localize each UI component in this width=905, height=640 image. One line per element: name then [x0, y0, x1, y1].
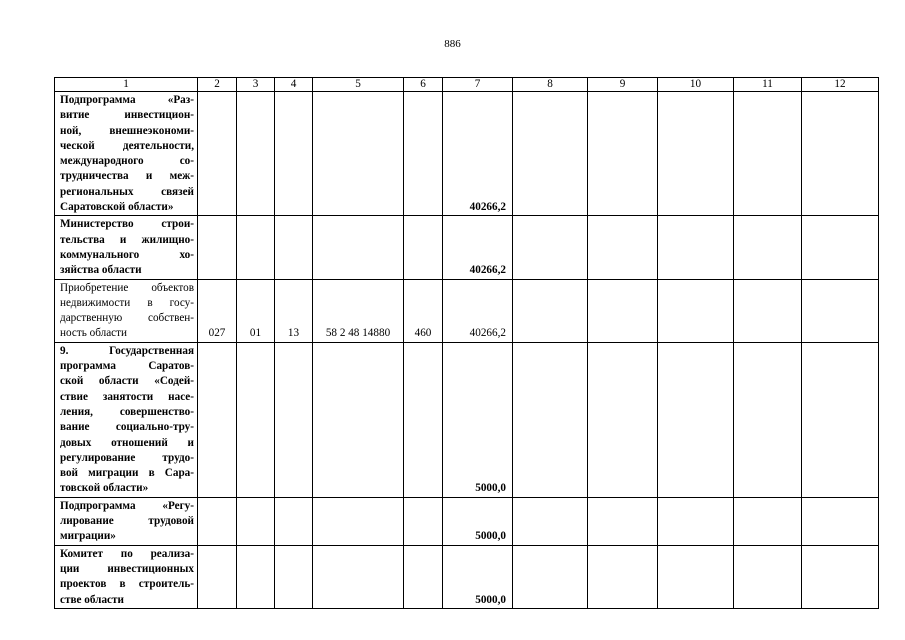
column-header: 4	[275, 78, 313, 92]
cell-col-3	[237, 497, 275, 545]
table-row	[55, 216, 879, 279]
description-line: регулирование трудо-	[60, 451, 194, 464]
row-description	[55, 216, 198, 279]
row-description	[55, 497, 198, 545]
cell-col-6	[404, 497, 443, 545]
cell-col-9	[588, 279, 658, 342]
cell-col-10	[658, 216, 734, 279]
cell-col-9	[588, 342, 658, 497]
cell-col-11	[734, 279, 802, 342]
cell-col-5	[313, 92, 404, 216]
column-header: 7	[443, 78, 513, 92]
table-row	[55, 545, 879, 608]
cell-col-3	[237, 92, 275, 216]
description-line: Комитет по реализа-	[60, 547, 194, 560]
cell-col-4	[275, 92, 313, 216]
description-line: Приобретение объектов	[60, 281, 194, 294]
row-description	[55, 342, 198, 497]
cell-col-3: 01	[237, 279, 275, 342]
cell-col-9	[588, 497, 658, 545]
cell-col-7: 5000,0	[443, 545, 513, 608]
cell-col-12	[802, 497, 879, 545]
table-row	[55, 342, 879, 497]
description-line: вание социально-тру-	[60, 421, 194, 434]
cell-col-12	[802, 279, 879, 342]
cell-col-11	[734, 342, 802, 497]
description-line: трудничества и меж-	[60, 170, 194, 183]
description-line: Саратовской области»	[60, 201, 174, 214]
cell-col-3	[237, 216, 275, 279]
description-line: дарственную собствен-	[60, 312, 194, 325]
cell-col-10	[658, 497, 734, 545]
cell-col-2	[198, 92, 237, 216]
cell-col-8	[513, 216, 588, 279]
description-line: зяйства области	[60, 264, 142, 277]
cell-col-2	[198, 497, 237, 545]
table-body	[55, 92, 879, 609]
description-line: довых отношений и	[60, 436, 194, 449]
description-line: ствие занятости насе-	[60, 390, 194, 403]
column-header: 8	[513, 78, 588, 92]
cell-col-4	[275, 216, 313, 279]
description-line: тельства и жилищно-	[60, 233, 194, 246]
cell-col-4	[275, 497, 313, 545]
table-row	[55, 92, 879, 216]
cell-col-9	[588, 545, 658, 608]
cell-col-11	[734, 545, 802, 608]
row-description	[55, 92, 198, 216]
cell-col-11	[734, 216, 802, 279]
description-line: международного со-	[60, 155, 194, 168]
description-line: вой миграции в Сара-	[60, 467, 194, 480]
cell-col-10	[658, 279, 734, 342]
description-line: витие инвестицион-	[60, 109, 194, 122]
cell-col-6	[404, 92, 443, 216]
cell-col-12	[802, 545, 879, 608]
column-header: 10	[658, 78, 734, 92]
description-line: Подпрограмма «Регу-	[60, 499, 194, 512]
cell-col-5: 58 2 48 14880	[313, 279, 404, 342]
description-line: ской области «Содей-	[60, 375, 194, 388]
cell-col-4	[275, 342, 313, 497]
cell-col-12	[802, 342, 879, 497]
cell-col-10	[658, 342, 734, 497]
cell-col-8	[513, 342, 588, 497]
cell-col-7: 5000,0	[443, 497, 513, 545]
cell-col-4	[275, 545, 313, 608]
cell-col-7: 40266,2	[443, 279, 513, 342]
cell-col-12	[802, 216, 879, 279]
budget-table	[54, 77, 879, 609]
cell-col-5	[313, 497, 404, 545]
cell-col-6	[404, 216, 443, 279]
cell-col-6	[404, 342, 443, 497]
cell-col-8	[513, 279, 588, 342]
cell-col-4: 13	[275, 279, 313, 342]
row-description	[55, 545, 198, 608]
row-description	[55, 279, 198, 342]
table-row	[55, 279, 879, 342]
cell-col-6: 460	[404, 279, 443, 342]
cell-col-2	[198, 342, 237, 497]
description-line: региональных связей	[60, 185, 194, 198]
description-line: ческой деятельности,	[60, 139, 194, 152]
column-header: 3	[237, 78, 275, 92]
cell-col-3	[237, 342, 275, 497]
description-line: Министерство строи-	[60, 218, 194, 231]
description-line: миграции»	[60, 530, 116, 543]
column-header: 11	[734, 78, 802, 92]
column-header: 12	[802, 78, 879, 92]
description-line: товской области»	[60, 482, 149, 495]
cell-col-11	[734, 497, 802, 545]
cell-col-3	[237, 545, 275, 608]
description-line: проектов в строитель-	[60, 578, 194, 591]
column-header: 6	[404, 78, 443, 92]
table-row	[55, 497, 879, 545]
description-line: программа Саратов-	[60, 360, 194, 373]
cell-col-7: 40266,2	[443, 92, 513, 216]
cell-col-8	[513, 497, 588, 545]
cell-col-11	[734, 92, 802, 216]
description-line: лирование трудовой	[60, 515, 194, 528]
cell-col-2	[198, 216, 237, 279]
cell-col-8	[513, 92, 588, 216]
column-header: 9	[588, 78, 658, 92]
description-line: ции инвестиционных	[60, 562, 194, 575]
cell-col-7: 40266,2	[443, 216, 513, 279]
description-line: стве области	[60, 593, 124, 606]
cell-col-12	[802, 92, 879, 216]
page-number: 886	[444, 38, 461, 50]
description-line: коммунального хо-	[60, 248, 194, 261]
header-row	[55, 78, 879, 92]
cell-col-5	[313, 342, 404, 497]
description-line: ной, внешнеэкономи-	[60, 124, 194, 137]
cell-col-5	[313, 545, 404, 608]
cell-col-6	[404, 545, 443, 608]
cell-col-9	[588, 92, 658, 216]
description-line: ность области	[60, 327, 128, 340]
column-header: 5	[313, 78, 404, 92]
cell-col-5	[313, 216, 404, 279]
cell-col-10	[658, 92, 734, 216]
description-line: недвижимости в госу-	[60, 296, 194, 309]
column-header: 2	[198, 78, 237, 92]
cell-col-2: 027	[198, 279, 237, 342]
description-line: 9. Государственная	[60, 344, 194, 357]
column-header: 1	[55, 78, 198, 92]
table-header	[55, 78, 879, 92]
cell-col-8	[513, 545, 588, 608]
cell-col-9	[588, 216, 658, 279]
cell-col-2	[198, 545, 237, 608]
description-line: ления, совершенство-	[60, 405, 194, 418]
cell-col-7: 5000,0	[443, 342, 513, 497]
cell-col-10	[658, 545, 734, 608]
description-line: Подпрограмма «Раз-	[60, 94, 194, 106]
